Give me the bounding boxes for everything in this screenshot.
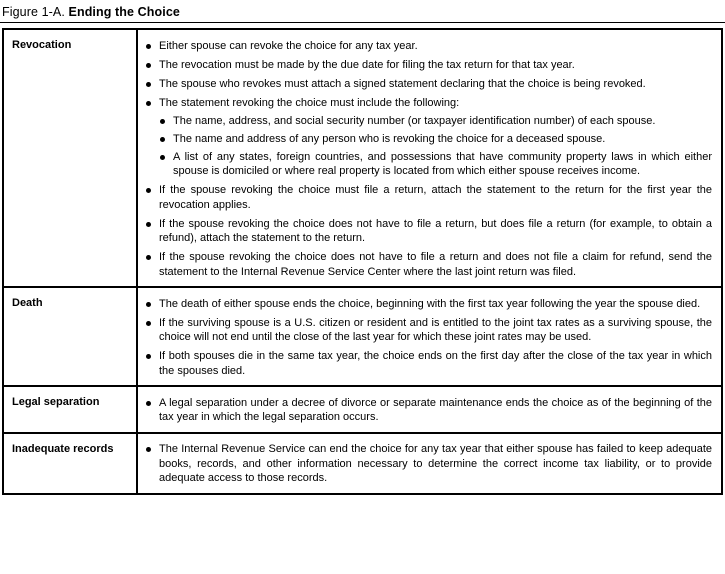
bullet-text: The name and address of any person who is revoking the choice for a deceased spouse. — [173, 132, 606, 145]
bullet-icon — [146, 222, 151, 227]
ending-the-choice-table — [2, 28, 723, 495]
bullet-icon — [160, 119, 165, 124]
row-header-death: Death — [3, 287, 137, 386]
bullet-icon — [146, 101, 151, 106]
bullet-item — [157, 132, 712, 147]
bullet-item — [143, 349, 712, 378]
bullet-text: A list of any states, foreign countries, and possessions that have community property laws in which either spouse is domiciled or where real property is located from which either spouse receives income. — [173, 150, 712, 177]
bullet-icon — [146, 82, 151, 87]
bullet-item — [143, 96, 712, 111]
bullet-text: The death of either spouse ends the choice, beginning with the first tax year following the year the spouse died. — [159, 297, 701, 310]
bullet-item — [157, 114, 712, 129]
table-row — [3, 386, 722, 433]
bullet-item — [143, 316, 712, 345]
table-row — [3, 29, 722, 287]
bullet-text: The name, address, and social security number (or taxpayer identification number) of each spouse. — [173, 114, 656, 127]
bullet-icon — [160, 137, 165, 142]
bullet-icon — [146, 255, 151, 260]
table-row — [3, 287, 722, 386]
bullet-item — [143, 39, 712, 54]
row-content — [137, 287, 722, 386]
bullet-icon — [146, 302, 151, 307]
row-header-legal-separation: Legal separation — [3, 386, 137, 433]
bullet-icon — [146, 401, 151, 406]
bullet-text: The revocation must be made by the due date for filing the tax return for that tax year. — [159, 58, 575, 71]
row-header-inadequate-records: Inadequate records — [3, 433, 137, 494]
row-content — [137, 386, 722, 433]
bullet-text: If the surviving spouse is a U.S. citizen or resident and is entitled to the joint tax rates as a surviving spouse, the choice will not end until the close of the last year for which these joint rates may be used. — [159, 316, 712, 343]
bullet-icon — [146, 354, 151, 359]
bullet-icon — [146, 321, 151, 326]
bullet-icon — [146, 63, 151, 68]
bullet-item — [143, 77, 712, 92]
row-content — [137, 29, 722, 287]
bullet-icon — [146, 188, 151, 193]
bullet-item — [157, 150, 712, 179]
row-content — [137, 433, 722, 494]
bullet-text: The statement revoking the choice must include the following: — [159, 96, 460, 109]
bullet-item — [143, 183, 712, 212]
figure-title — [0, 0, 725, 23]
bullet-item — [143, 442, 712, 486]
bullet-text: The Internal Revenue Service can end the choice for any tax year that either spouse has failed to keep adequate books, records, and other information necessary to determine the correct income tax liability, or to provide adequate access to those records. — [159, 443, 712, 484]
bullet-text: If the spouse revoking the choice does not have to file a return and does not file a claim for refund, send the statement to the Internal Revenue Service Center where the last joint return was filed. — [159, 251, 712, 278]
row-header-revocation: Revocation — [3, 29, 137, 287]
figure-label: Figure 1-A. — [2, 5, 65, 19]
bullet-icon — [146, 44, 151, 49]
bullet-text: Either spouse can revoke the choice for any tax year. — [159, 39, 418, 52]
table-row — [3, 433, 722, 494]
bullet-text: A legal separation under a decree of divorce or separate maintenance ends the choice as of the beginning of the tax year in which the legal separation occurs. — [159, 396, 712, 423]
bullet-item — [143, 250, 712, 279]
bullet-icon — [160, 155, 165, 160]
bullet-text: The spouse who revokes must attach a signed statement declaring that the choice is being revoked. — [159, 77, 646, 90]
bullet-item — [143, 217, 712, 246]
bullet-text: If both spouses die in the same tax year, the choice ends on the first day after the close of the tax year in which the spouses died. — [159, 350, 712, 377]
bullet-text: If the spouse revoking the choice must file a return, attach the statement to the return for the first year the revocation applies. — [159, 184, 712, 211]
bullet-item — [143, 58, 712, 73]
bullet-icon — [146, 447, 151, 452]
bullet-text: If the spouse revoking the choice does not have to file a return, but does file a return (for example, to obtain a refund), attach the statement to the return. — [159, 217, 712, 244]
figure-name: Ending the Choice — [68, 5, 180, 19]
bullet-item — [143, 396, 712, 425]
table-body — [3, 29, 722, 494]
bullet-item — [143, 297, 712, 312]
